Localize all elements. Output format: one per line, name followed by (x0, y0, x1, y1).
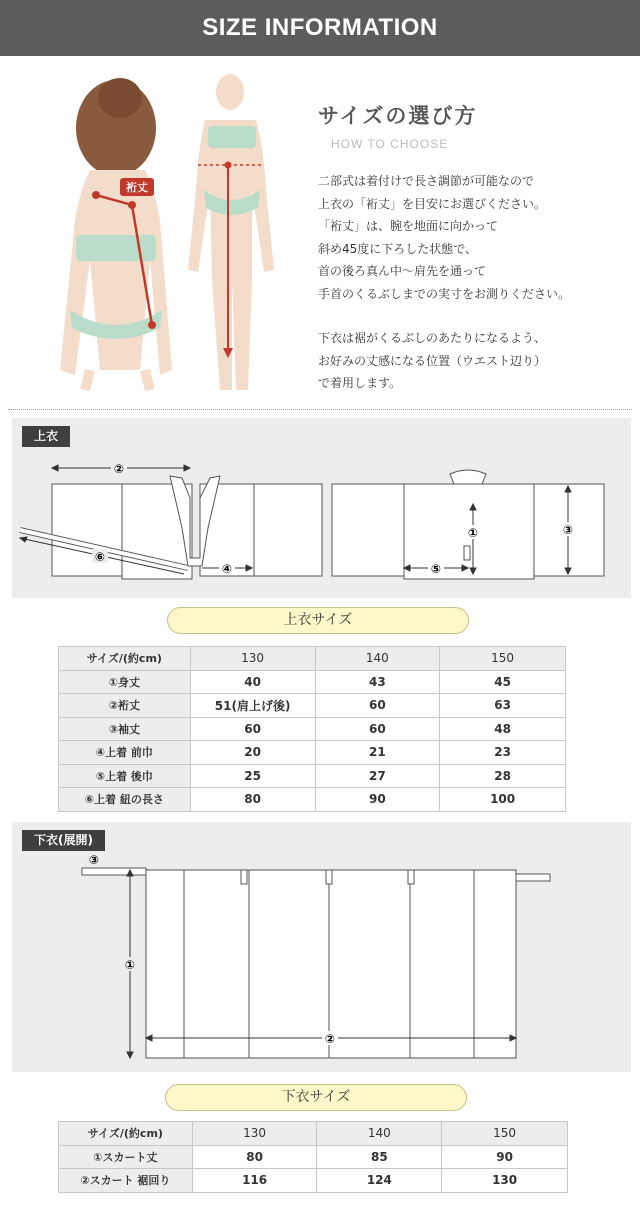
table-cell: 63 (440, 694, 566, 718)
howto-line: 二部式は着付けで長さ調節が可能なので (318, 174, 535, 188)
table-cell: 140 (315, 647, 440, 671)
table-cell: 130 (190, 647, 315, 671)
skirt-mark-3: ③ (88, 853, 100, 867)
how-to-title: サイズの選び方 (318, 104, 478, 128)
howto-line: 「裄丈」は、腕を地面に向かって (318, 219, 499, 233)
howto-line: お好みの丈感になる位置（ウエスト辺り） (318, 353, 547, 368)
table-cell: 25 (190, 764, 315, 788)
table-cell: ②裄丈 (59, 694, 191, 718)
table-header-row (59, 647, 566, 671)
front-view-figure (188, 74, 274, 390)
table-cell: 100 (440, 788, 566, 812)
yuki-label: 裄丈 (126, 181, 148, 194)
how-to-text (318, 170, 638, 395)
table-cell: ①身丈 (59, 670, 191, 694)
howto-line: 上衣の「裄丈」を目安にお選びください。 (318, 196, 547, 211)
table-row (59, 788, 566, 812)
mark-3: ③ (562, 523, 574, 537)
top-garment-panel (12, 418, 631, 598)
table-row (59, 1169, 568, 1193)
table-cell: ④上着 前巾 (59, 741, 191, 765)
bottom-garment-panel (12, 822, 631, 1072)
table-cell: 60 (190, 717, 315, 741)
back-view-figure (60, 78, 172, 390)
bottom-garment-tag: 下衣(展開) (22, 830, 105, 851)
table-row (59, 694, 566, 718)
table-cell: 140 (317, 1122, 442, 1146)
top-size-title: 上衣サイズ (167, 607, 469, 634)
table-row (59, 717, 566, 741)
table-header-row (59, 1122, 568, 1146)
table-cell: 60 (315, 694, 440, 718)
table-cell: 130 (442, 1169, 568, 1193)
size-info-banner: SIZE INFORMATION (0, 0, 640, 56)
howto-line: 手首のくるぶしまでの実寸をお測りください。 (318, 286, 571, 301)
table-cell: ②スカート 裾回り (59, 1169, 193, 1193)
table-cell: 20 (190, 741, 315, 765)
top-size-table (58, 646, 566, 812)
table-cell: 116 (192, 1169, 317, 1193)
table-cell: 27 (315, 764, 440, 788)
how-to-subtitle: HOW TO CHOOSE (331, 137, 449, 151)
howto-line: 下衣は裾がくるぶしのあたりになるよう、 (318, 331, 547, 345)
table-cell: ①スカート丈 (59, 1145, 193, 1169)
table-cell: 90 (315, 788, 440, 812)
table-row (59, 670, 566, 694)
table-cell: サイズ/(約cm) (59, 647, 191, 671)
top-garment-diagram (12, 418, 631, 598)
table-cell: 48 (440, 717, 566, 741)
table-cell: 51(肩上げ後) (190, 694, 315, 718)
table-cell: ⑥上着 紐の長さ (59, 788, 191, 812)
skirt-mark-1: ① (124, 958, 136, 972)
mark-6: ⑥ (94, 550, 106, 564)
table-row (59, 741, 566, 765)
howto-line: 首の後ろ真ん中～肩先を通って (318, 264, 487, 278)
table-row (59, 764, 566, 788)
table-cell: ⑤上着 後巾 (59, 764, 191, 788)
table-cell: 90 (442, 1145, 568, 1169)
table-cell: 23 (440, 741, 566, 765)
bottom-size-table (58, 1121, 568, 1193)
skirt-mark-2: ② (324, 1032, 336, 1046)
howto-line: 斜め45度に下ろした状態で、 (318, 241, 478, 256)
table-cell: 80 (190, 788, 315, 812)
table-cell: 130 (192, 1122, 317, 1146)
top-garment-tag: 上衣 (22, 426, 70, 447)
table-cell: サイズ/(約cm) (59, 1122, 193, 1146)
table-cell: ③袖丈 (59, 717, 191, 741)
mark-2: ② (113, 462, 125, 476)
table-cell: 80 (192, 1145, 317, 1169)
bottom-size-title: 下衣サイズ (165, 1084, 467, 1111)
mark-4: ④ (221, 562, 233, 576)
table-cell: 43 (315, 670, 440, 694)
mark-5: ⑤ (430, 562, 442, 576)
table-cell: 40 (190, 670, 315, 694)
table-row (59, 1145, 568, 1169)
howto-line: で着用します。 (318, 376, 402, 390)
table-cell: 28 (440, 764, 566, 788)
table-cell: 45 (440, 670, 566, 694)
table-cell: 60 (315, 717, 440, 741)
table-cell: 150 (440, 647, 566, 671)
body-figure-illustration (20, 70, 320, 400)
table-cell: 150 (442, 1122, 568, 1146)
mark-1: ① (467, 526, 479, 540)
section-divider (8, 409, 632, 410)
table-cell: 124 (317, 1169, 442, 1193)
bottom-garment-diagram (12, 822, 631, 1072)
table-cell: 85 (317, 1145, 442, 1169)
table-cell: 21 (315, 741, 440, 765)
